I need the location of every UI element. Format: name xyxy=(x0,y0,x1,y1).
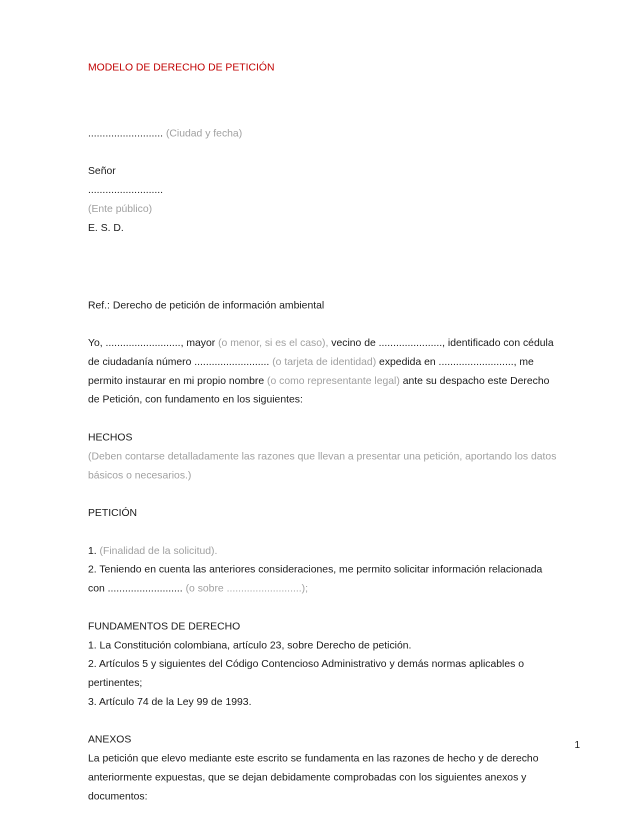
intro-text-1: Yo, .........................., mayor xyxy=(88,337,219,349)
document-title: MODELO DE DERECHO DE PETICIÓN xyxy=(88,61,275,74)
anexos-text: La petición que elevo mediante este escrito se fundamenta en las razones de hecho y de derecho anteriormente expuestas, que se dejan debidamente comprobadas con los siguientes anexos y documentos: xyxy=(88,753,539,803)
salutation: Señor xyxy=(88,165,116,177)
fundamentos-item: 3. Artículo 74 de la Ley 99 de 1993. xyxy=(88,696,252,708)
date-line xyxy=(88,124,560,143)
reference-line: Ref.: Derecho de petición de información ambiental xyxy=(88,299,325,312)
hechos-hint: (Deben contarse detalladamente las razones que llevan a presentar una petición, aportando los datos básicos o necesarios.) xyxy=(88,450,557,482)
intro-paragraph xyxy=(88,334,560,410)
peticion-item-2 xyxy=(88,560,560,598)
date-dots: .......................... xyxy=(88,127,164,140)
anexos-heading: ANEXOS xyxy=(88,734,132,746)
peticion-heading: PETICIÓN xyxy=(88,507,138,519)
esd-line: E. S. D. xyxy=(88,222,124,234)
intro-hint-1: (o menor, si es el caso), xyxy=(218,337,329,349)
recipient-hint: (Ente público) xyxy=(88,203,153,215)
peticion-item-1-hint: (Finalidad de la solicitud). xyxy=(99,545,218,557)
document-body xyxy=(88,58,560,806)
intro-hint-3: (o como representante legal) xyxy=(267,375,400,387)
intro-text-2: vecino de ......................, identificado con cédula de ciudadanía número .......................... xyxy=(88,337,554,368)
fundamentos-item: 2. Artículos 5 y siguientes del Código Contencioso Administrativo y demás normas aplicables o pertinentes; xyxy=(88,658,524,689)
hechos-heading: HECHOS xyxy=(88,432,133,444)
fundamentos-item: 1. La Constitución colombiana, artículo 23, sobre Derecho de petición. xyxy=(88,639,412,652)
date-hint: (Ciudad y fecha) xyxy=(165,127,243,140)
fundamentos-heading: FUNDAMENTOS DE DERECHO xyxy=(88,620,241,633)
intro-text-4: ante su despacho este Derecho de Petición, con fundamento en los siguientes: xyxy=(88,375,550,406)
peticion-item-2-hint: (o sobre ..........................); xyxy=(185,583,308,595)
recipient-dots: .......................... xyxy=(88,184,164,196)
page-number: 1 xyxy=(574,740,580,751)
peticion-item-2-text: 2. Teniendo en cuenta las anteriores consideraciones, me permito solicitar información relacionada con .......................... xyxy=(88,564,543,595)
intro-text-3: expedida en .........................., me permito instaurar en mi propio nombre xyxy=(88,356,534,387)
intro-hint-2: (o tarjeta de identidad) xyxy=(272,356,377,368)
peticion-item-1-number: 1. xyxy=(88,545,100,557)
peticion-item-1 xyxy=(88,542,560,561)
